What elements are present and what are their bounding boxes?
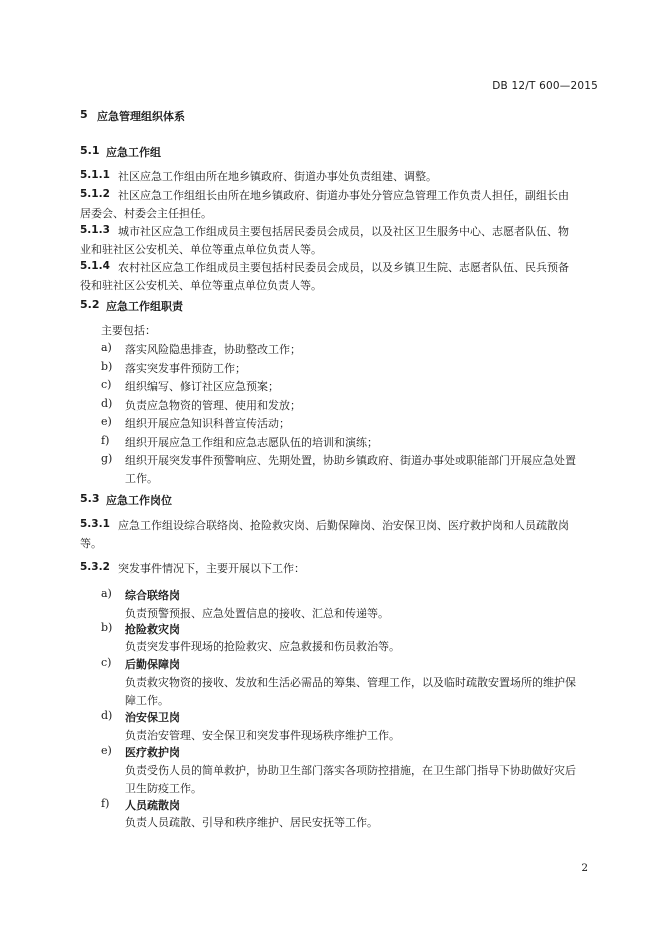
section-5-title: 应急管理组织体系	[97, 110, 185, 123]
post-description: 负责治安管理、安全保卫和突发事件现场秩序维护工作。	[125, 729, 400, 742]
post-description: 负责人员疏散、引导和秩序维护、居民安抚等工作。	[125, 816, 378, 829]
duty-item-text: 组织开展突发事件预警响应、先期处置，协助乡镇政府、街道办事处或职能部门开展应急处置	[125, 454, 576, 467]
duty-item-text-continued: 工作。	[125, 472, 158, 485]
post-label: a)	[101, 587, 112, 600]
post-name: 治安保卫岗	[125, 711, 180, 724]
post-description-continued: 卫生防疫工作。	[125, 782, 202, 795]
post-label: f)	[101, 797, 110, 810]
post-label: b)	[101, 621, 113, 634]
duty-item-text: 组织编写、修订社区应急预案；	[125, 380, 279, 393]
clause-5-1-2-line1: 社区应急工作组组长由所在地乡镇政府、街道办事处分管应急管理工作负责人担任，副组长由	[118, 189, 569, 202]
section-5-2-intro: 主要包括：	[101, 324, 156, 337]
clause-5-1-1-number: 5.1.1	[80, 169, 110, 181]
post-description: 负责突发事件现场的抢险救灾、应急救援和伤员救治等。	[125, 640, 400, 653]
section-5-1-title: 应急工作组	[106, 146, 161, 159]
clause-5-1-4-number: 5.1.4	[80, 260, 110, 272]
section-5-3-number: 5.3	[80, 492, 100, 505]
clause-5-3-2-number: 5.3.2	[80, 561, 110, 573]
clause-5-3-2-text: 突发事件情况下，主要开展以下工作：	[118, 562, 305, 575]
clause-5-1-4-line1: 农村社区应急工作组成员主要包括村民委员会成员，以及乡镇卫生院、志愿者队伍、民兵预备	[118, 261, 569, 274]
post-description: 负责救灾物资的接收、发放和生活必需品的筹集、管理工作，以及临时疏散安置场所的维护保	[125, 676, 576, 689]
duty-item-label: c)	[101, 378, 112, 391]
clause-5-1-1-text: 社区应急工作组由所在地乡镇政府、街道办事处负责组建、调整。	[118, 170, 437, 183]
clause-5-1-2-line2: 居委会、村委会主任担任。	[80, 207, 212, 220]
duty-item-label: f)	[101, 434, 110, 447]
duty-item-text: 组织开展应急工作组和应急志愿队伍的培训和演练；	[125, 436, 378, 449]
clause-5-1-3-line1: 城市社区应急工作组成员主要包括居民委员会成员，以及社区卫生服务中心、志愿者队伍、物	[118, 225, 569, 238]
clause-5-1-3-line2: 业和驻社区公安机关、单位等重点单位负责人等。	[80, 243, 322, 256]
post-label: e)	[101, 744, 112, 757]
post-name: 综合联络岗	[125, 589, 180, 602]
duty-item-text: 组织开展应急知识科普宣传活动；	[125, 417, 290, 430]
section-5-1-number: 5.1	[80, 144, 100, 157]
post-description-continued: 障工作。	[125, 694, 169, 707]
section-5-number: 5	[80, 108, 88, 121]
post-name: 人员疏散岗	[125, 799, 180, 812]
post-name: 后勤保障岗	[125, 658, 180, 671]
clause-5-3-1-line1: 应急工作组设综合联络岗、抢险救灾岗、后勤保障岗、治安保卫岗、医疗救护岗和人员疏散岗	[118, 519, 569, 532]
clause-5-1-2-number: 5.1.2	[80, 188, 110, 200]
duty-item-text: 落实突发事件预防工作；	[125, 362, 246, 375]
post-label: c)	[101, 656, 112, 669]
clause-5-3-1-number: 5.3.1	[80, 518, 110, 530]
clause-5-1-3-number: 5.1.3	[80, 224, 110, 236]
page-number: 2	[581, 862, 588, 874]
post-name: 抢险救灾岗	[125, 623, 180, 636]
clause-5-1-4-line2: 役和驻社区公安机关、单位等重点单位负责人等。	[80, 279, 322, 292]
duty-item-label: a)	[101, 341, 112, 354]
duty-item-text: 负责应急物资的管理、使用和发放；	[125, 399, 301, 412]
section-5-3-title: 应急工作岗位	[106, 494, 172, 507]
section-5-2-number: 5.2	[80, 298, 100, 311]
post-description: 负责受伤人员的简单救护，协助卫生部门落实各项防控措施，在卫生部门指导下协助做好灾后	[125, 764, 576, 777]
post-label: d)	[101, 709, 113, 722]
duty-item-label: e)	[101, 415, 112, 428]
duty-item-label: g)	[101, 452, 113, 465]
duty-item-label: b)	[101, 360, 113, 373]
duty-item-text: 落实风险隐患排查，协助整改工作；	[125, 343, 301, 356]
clause-5-3-1-line2: 等。	[80, 537, 102, 550]
post-description: 负责预警预报、应急处置信息的接收、汇总和传递等。	[125, 607, 389, 620]
document-code-header: DB 12/T 600—2015	[492, 80, 598, 92]
section-5-2-title: 应急工作组职责	[106, 300, 183, 313]
duty-item-label: d)	[101, 397, 113, 410]
post-name: 医疗救护岗	[125, 746, 180, 759]
